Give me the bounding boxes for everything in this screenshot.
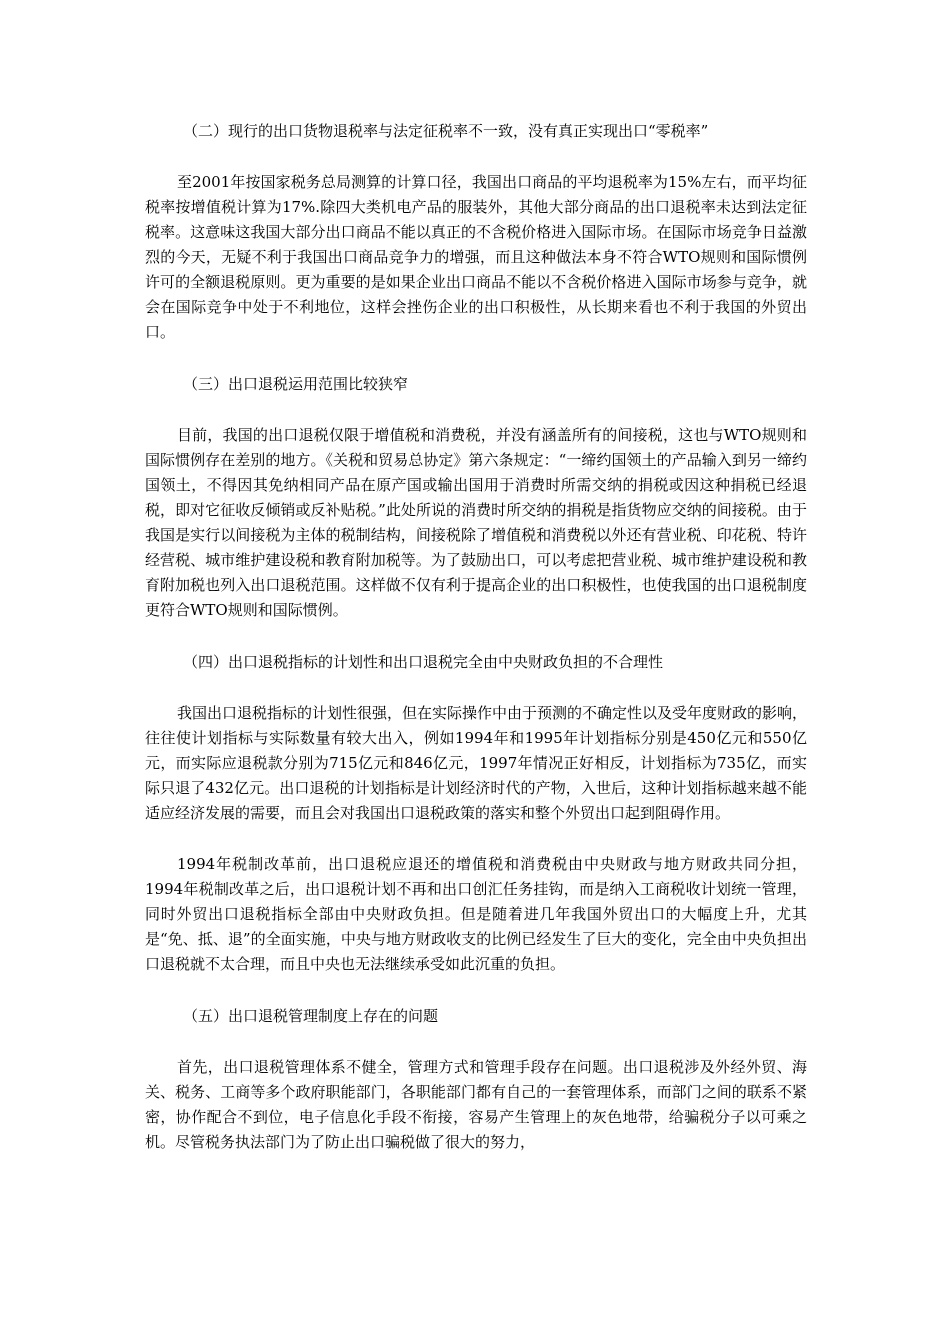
section-4-paragraph-1: 我国出口退税指标的计划性很强，但在实际操作中由于预测的不确定性以及受年度财政的影响，往往使计划指标与实际数量有较大出入，例如1994年和1995年计划指标分别是450亿元和550亿元，而实际应退税款分别为715亿元和846亿元，1997年情况正好相反，计划指标为735亿，而实际只退了432亿元。出口退税的计划指标是计划经济时代的产物，入世后，这种计划指标越来越不能适应经济发展的需要，而且会对我国出口退税政策的落实和整个外贸出口起到阻碍作用。 bbox=[145, 704, 808, 822]
document-page bbox=[145, 118, 807, 1155]
section-heading-4: （四）出口退税指标的计划性和出口退税完全由中央财政负担的不合理性 bbox=[183, 653, 664, 671]
section-heading-3: （三）出口退税运用范围比较狭窄 bbox=[183, 375, 409, 393]
section-5-paragraph-1: 首先，出口退税管理体系不健全，管理方式和管理手段存在问题。出口退税涉及外经外贸、海关、税务、工商等多个政府职能部门，各职能部门都有自己的一套管理体系，而部门之间的联系不紧密，协作配合不到位，电子信息化手段不衔接，容易产生管理上的灰色地带，给骗税分子以可乘之机。尽管税务执法部门为了防止出口骗税做了很大的努力， bbox=[145, 1058, 807, 1151]
section-heading-5: （五）出口退税管理制度上存在的问题 bbox=[183, 1007, 439, 1025]
section-2-paragraph-1: 至2001年按国家税务总局测算的计算口径，我国出口商品的平均退税率为15%左右，而平均征税率按增值税计算为17%.除四大类机电产品的服装外，其他大部分商品的出口退税率未达到法定征税率。这意味这我国大部分出口商品不能以真正的不含税价格进入国际市场。在国际市场竞争日益激烈的今天，无疑不利于我国出口商品竞争力的增强，而且这种做法本身不符合WTO规则和国际惯例许可的全额退税原则。更为重要的是如果企业出口商品不能以不含税价格进入国际市场参与竞争，就会在国际竞争中处于不利地位，这样会挫伤企业的出口积极性，从长期来看也不利于我国的外贸出口。 bbox=[145, 173, 807, 341]
section-3-paragraph-1: 目前，我国的出口退税仅限于增值税和消费税，并没有涵盖所有的间接税，这也与WTO规则和国际惯例存在差别的地方。《关税和贸易总协定》第六条规定：“一缔约国领土的产品输入到另一缔约国领土，不得因其免纳相同产品在原产国或输出国用于消费时所需交纳的捐税或因这种捐税已经退税，即对它征收反倾销或反补贴税。”此处所说的消费时所交纳的捐税是指货物应交纳的间接税。由于我国是实行以间接税为主体的税制结构，间接税除了增值税和消费税以外还有营业税、印花税、特许经营税、城市维护建设税和教育附加税等。为了鼓励出口，可以考虑把营业税、城市维护建设税和教育附加税也列入出口退税范围。这样做不仅有利于提高企业的出口积极性，也使我国的出口退税制度更符合WTO规则和国际惯例。 bbox=[145, 426, 807, 619]
section-4-paragraph-2: 1994年税制改革前，出口退税应退还的增值税和消费税由中央财政与地方财政共同分担，1994年税制改革之后，出口退税计划不再和出口创汇任务挂钩，而是纳入工商税收计划统一管理，同时外贸出口退税指标全部由中央财政负担。但是随着进几年我国外贸出口的大幅度上升，尤其是“免、抵、退”的全面实施，中央与地方财政收支的比例已经发生了巨大的变化，完全由中央负担出口退税就不太合理，而且中央也无法继续承受如此沉重的负担。 bbox=[145, 855, 807, 973]
section-heading-2: （二）现行的出口货物退税率与法定征税率不一致，没有真正实现出口“零税率” bbox=[183, 122, 709, 140]
